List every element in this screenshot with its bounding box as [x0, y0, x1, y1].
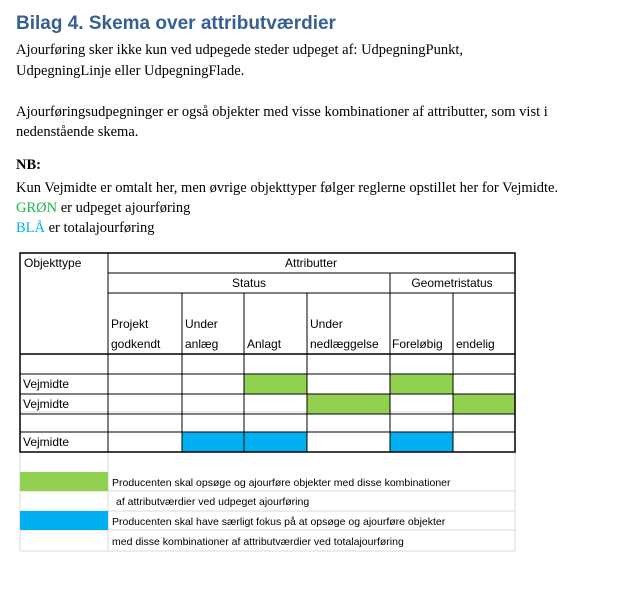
green-word: GRØN	[16, 200, 58, 216]
legend-green-line-1: Producenten skal opsøge og ajourføre objekter med disse kombinationer	[112, 477, 451, 489]
fill-row2-under-ned	[307, 394, 390, 414]
blue-rest: er totalajourføring	[45, 220, 155, 236]
header-objekttype: Objekttype	[24, 256, 82, 270]
sub-under-anlaeg-1: Under	[185, 317, 218, 331]
fill-row2-endelig	[453, 394, 515, 414]
intro-line-2: UdpegningLinje eller UdpegningFlade.	[16, 63, 245, 79]
fill-row3-foreloebig	[390, 432, 453, 452]
sub-projekt-1: Projekt	[111, 317, 149, 331]
paragraph-2-line-2: nedenstående skema.	[16, 124, 139, 140]
legend-blue-line-1: Producenten skal have særligt fokus på at opsøge og ajourføre objekter	[112, 516, 446, 528]
sub-anlagt: Anlagt	[247, 337, 282, 351]
nb-text: Kun Vejmidte er omtalt her, men øvrige objekttyper følger reglerne opstillet her for Vejmidte.	[16, 180, 559, 196]
row-label-1: Vejmidte	[23, 377, 70, 391]
sub-endelig: endelig	[456, 337, 495, 351]
sub-projekt-2: godkendt	[111, 337, 161, 351]
sub-under-ned-1: Under	[310, 317, 343, 331]
fill-row3-anlagt	[244, 432, 307, 452]
sub-under-ned-2: nedlæggelse	[310, 337, 379, 351]
fill-row1-anlagt	[244, 374, 307, 394]
blue-word: BLÅ	[16, 220, 45, 236]
green-rest: er udpeget ajourføring	[57, 200, 191, 216]
legend-green-line-2: af attributværdier ved udpeget ajourføring	[116, 496, 310, 508]
sub-under-anlaeg-2: anlæg	[185, 337, 219, 351]
legend-blue-swatch	[20, 511, 108, 530]
header-status: Status	[231, 276, 267, 290]
fill-row1-foreloebig	[390, 374, 453, 394]
row-label-3: Vejmidte	[23, 435, 70, 449]
paragraph-2-line-1: Ajourføringsudpegninger er også objekter med visse kombinationer af attributter, som vist i	[16, 104, 548, 120]
page-title: Bilag 4. Skema over attributværdier	[16, 13, 336, 34]
legend-blue-line-2: med disse kombinationer af attributværdier ved totalajourføring	[112, 536, 404, 548]
sub-foreloebig: Foreløbig	[392, 337, 443, 351]
header-attributter: Attributter	[284, 256, 338, 270]
fill-row3-under-anlaeg	[182, 432, 244, 452]
intro-line-1: Ajourføring sker ikke kun ved udpegede steder udpeget af: UdpegningPunkt,	[16, 42, 463, 58]
row-label-2: Vejmidte	[23, 397, 70, 411]
nb-label: NB:	[16, 157, 41, 173]
header-geometristatus: Geometristatus	[411, 276, 493, 290]
legend-green-swatch	[20, 472, 108, 491]
